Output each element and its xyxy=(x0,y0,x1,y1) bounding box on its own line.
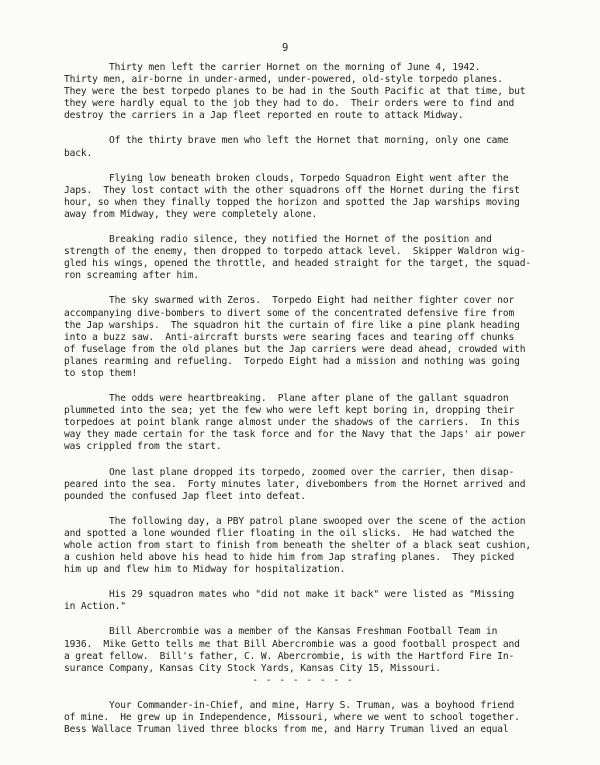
text-line: Breaking radio silence, they notified the Hornet of the position and xyxy=(64,234,492,246)
text-line: 1936. Mike Getto tells me that Bill Abercrombie was a good football prospect and xyxy=(64,638,520,650)
page-number: 9 xyxy=(282,42,289,54)
paragraph-gap xyxy=(64,613,542,626)
text-line: ron screaming after him. xyxy=(64,270,200,282)
paragraph xyxy=(64,234,542,282)
text-line: Thirty men, air-borne in under-armed, under-powered, old-style torpedo planes. xyxy=(64,74,503,86)
text-line: a cushion held above his head to hide him from Jap strafing planes. They picked xyxy=(64,552,515,564)
text-line: way they made certain for the task force and for the Navy that the Japs' air power xyxy=(64,429,526,441)
text-line: Bess Wallace Truman lived three blocks from me, and Harry Truman lived an equal xyxy=(64,724,509,736)
paragraph-gap xyxy=(64,122,542,135)
text-line: in Action." xyxy=(64,601,126,613)
text-line: The sky swarmed with Zeros. Torpedo Eight had neither fighter cover nor xyxy=(64,295,515,307)
text-line: The following day, a PBY patrol plane swooped over the scene of the action xyxy=(64,515,526,527)
paragraph xyxy=(64,626,542,674)
text-line: was crippled from the start. xyxy=(64,441,222,453)
text-line: planes rearming and refueling. Torpedo Eight had a mission and nothing was going xyxy=(64,355,520,367)
text-line: whole action from start to finish from beneath the shelter of a black seat cushion, xyxy=(64,540,531,551)
paragraph-gap xyxy=(64,576,542,589)
paragraph xyxy=(64,135,542,159)
paragraph-gap xyxy=(64,687,542,700)
text-line: a great fellow. Bill's father, C. W. Abercrombie, is with the Hartford Fire In- xyxy=(64,650,515,662)
paragraph xyxy=(64,295,542,380)
text-line: One last plane dropped its torpedo, zoomed over the carrier, then disap- xyxy=(64,466,515,478)
paragraph xyxy=(64,62,542,122)
text-line: Thirty men left the carrier Hornet on the morning of June 4, 1942. xyxy=(64,62,481,73)
paragraph-gap xyxy=(64,282,542,295)
paragraph xyxy=(64,516,542,576)
text-line: Flying low beneath broken clouds, Torpedo Squadron Eight went after the xyxy=(64,172,509,184)
text-line: Of the thirty brave men who left the Hornet that morning, only one came xyxy=(64,135,509,147)
paragraph-gap xyxy=(64,454,542,467)
text-line: They were the best torpedo planes to be had in the South Pacific at that time, but xyxy=(64,86,526,98)
paragraph-gap xyxy=(64,503,542,516)
text-line: back. xyxy=(64,147,93,159)
text-line: and spotted a lone wounded flier floating in the oil slicks. He had watched the xyxy=(64,527,515,539)
text-line: accompanying dive-bombers to divert some of the concentrated defensive fire from xyxy=(64,307,515,319)
text-line: away from Midway, they were completely alone. xyxy=(64,208,318,220)
text-line: to stop them! xyxy=(64,367,138,379)
text-line: of mine. He grew up in Independence, Missouri, where we went to school together. xyxy=(64,712,520,724)
text-line: Japs. They lost contact with the other squadrons off the Hornet during the first xyxy=(64,184,520,196)
paragraph xyxy=(64,700,542,736)
text-line: torpedoes at point blank range almost under the shadows of the carriers. In this xyxy=(64,417,520,429)
text-line: they were hardly equal to the job they had to do. Their orders were to find and xyxy=(64,98,515,110)
text-line: the Jap warships. The squadron hit the curtain of fire like a pine plank heading xyxy=(64,319,520,331)
text-line: plummeted into the sea; yet the few who were left kept boring in, dropping their xyxy=(64,405,515,417)
paragraph xyxy=(64,467,542,503)
text-line: strength of the enemy, then dropped to torpedo attack level. Skipper Waldron wig- xyxy=(64,246,526,258)
text-line: him up and flew him to Midway for hospitalization. xyxy=(64,564,346,576)
text-line: Your Commander-in-Chief, and mine, Harry S. Truman, was a boyhood friend xyxy=(64,699,515,711)
paragraph xyxy=(64,393,542,453)
text-line: pounded the confused Jap fleet into defeat. xyxy=(64,490,306,502)
text-line: surance Company, Kansas City Stock Yards, Kansas City 15, Missouri. xyxy=(64,662,441,674)
paragraph xyxy=(64,173,542,221)
text-line: hour, so when they finally topped the horizon and spotted the Jap warships moving xyxy=(64,196,520,208)
text-line: Bill Abercrombie was a member of the Kansas Freshman Football Team in xyxy=(64,626,498,638)
text-line: destroy the carriers in a Jap fleet reported en route to attack Midway. xyxy=(64,110,464,122)
text-line: His 29 squadron mates who "did not make it back" were listed as "Missing xyxy=(64,589,515,601)
text-line: gled his wings, opened the throttle, and headed straight for the target, the squad- xyxy=(64,258,531,270)
paragraph-gap xyxy=(64,221,542,234)
text-line: of fuselage from the old planes but the Jap carriers were dead ahead, crowded with xyxy=(64,343,526,355)
paragraph-gap xyxy=(64,380,542,393)
text-line: into a buzz saw. Anti-aircraft bursts were searing faces and tearing off chunks xyxy=(64,331,515,343)
text-line: peared into the sea. Forty minutes later, divebombers from the Hornet arrived and xyxy=(64,478,526,490)
section-divider: - - - - - - - - xyxy=(252,674,354,686)
text-line: The odds were heartbreaking. Plane after plane of the gallant squadron xyxy=(64,393,509,405)
body-text xyxy=(64,62,542,736)
paragraph xyxy=(64,589,542,613)
paragraph-gap xyxy=(64,160,542,173)
